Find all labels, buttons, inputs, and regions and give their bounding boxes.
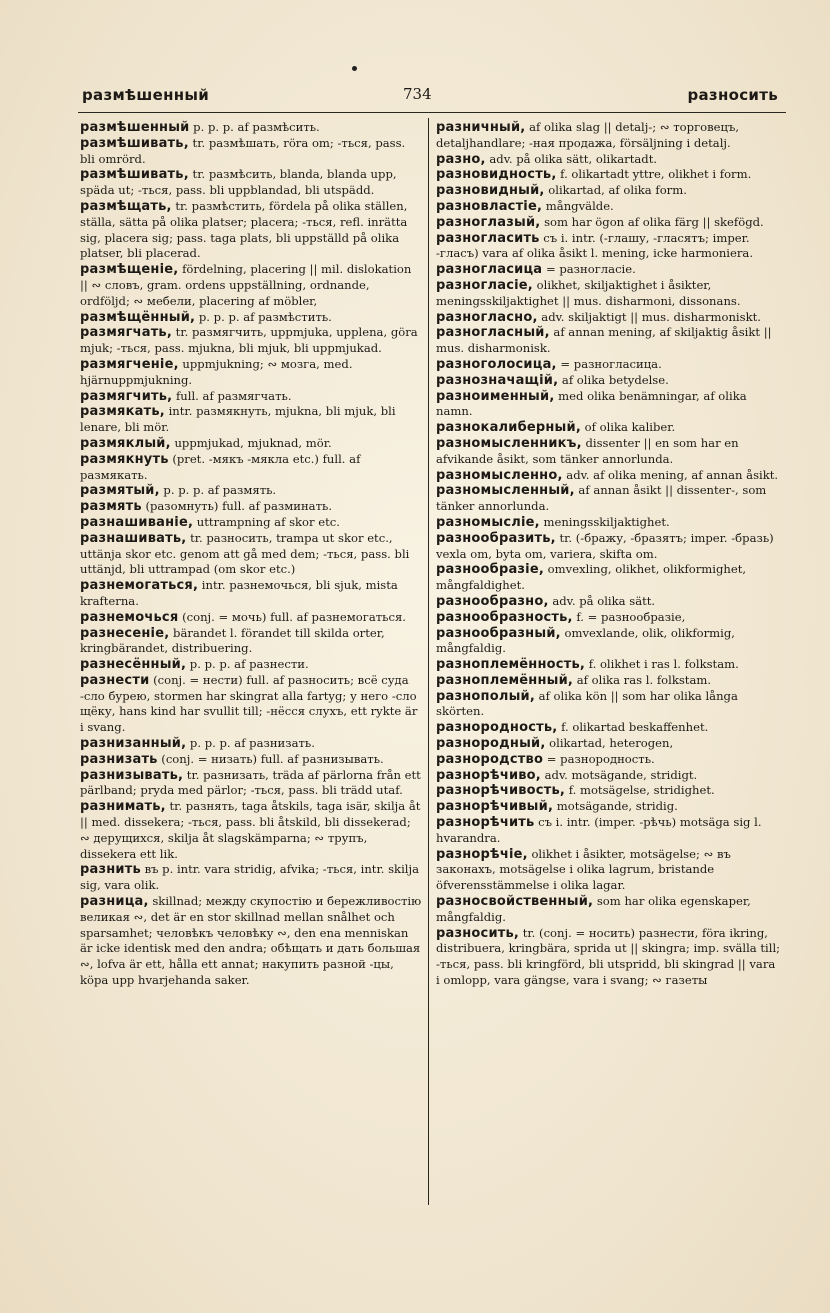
entry-definition: = разнородность. — [543, 751, 655, 766]
entry-definition: = разногласица. — [556, 356, 662, 371]
entry-headword: размѣщать, — [80, 198, 172, 214]
entry-definition: som har olika egenskaper, mångfaldig. — [436, 894, 751, 924]
entry-headword: разнорѣчивый, — [436, 799, 554, 815]
dictionary-entry — [436, 199, 782, 215]
entry-headword: разнесеніе, — [80, 625, 170, 641]
dictionary-entry — [436, 752, 782, 768]
entry-headword: разнорѣчиво, — [436, 767, 541, 783]
entry-definition: p. p. p. af размѣсить. — [189, 120, 320, 134]
entry-definition: bärandet l. förandet till skilda orter, kringbärandet, distribuering. — [80, 625, 385, 656]
entry-definition: af annan mening, af skiljaktig åsikt || mus. disharmonisk. — [436, 325, 772, 356]
dictionary-entry — [436, 610, 782, 626]
entry-definition: intr. размякнуть, mjukna, bli mjuk, bli lenare, bli mör. — [80, 404, 396, 435]
dictionary-entry — [436, 799, 782, 815]
dictionary-entry — [436, 531, 782, 563]
entry-headword: разногласить — [436, 230, 540, 246]
entry-definition: af olika ras l. folkstam. — [573, 672, 712, 687]
entry-definition: съ i. intr. (imper. -рѣчь) motsäga sig l. hvarandra. — [436, 815, 762, 845]
dictionary-entry — [80, 673, 422, 736]
entry-definition: p. p. p. af размѣстить. — [195, 309, 332, 324]
entry-definition: med olika benämningar, af olika namn. — [436, 388, 747, 419]
dictionary-entry — [436, 231, 782, 263]
entry-headword: разничный, — [436, 120, 526, 135]
entry-headword: разномысленно, — [436, 467, 563, 483]
dictionary-entry — [436, 562, 782, 594]
dictionary-entry — [80, 199, 422, 262]
entry-headword: разновластіе, — [436, 198, 543, 214]
dictionary-entry — [436, 436, 782, 468]
entry-headword: размѣшенный — [80, 120, 190, 135]
entry-definition: motsägande, stridig. — [553, 799, 678, 814]
dictionary-entry — [80, 136, 422, 168]
entry-definition: p. p. p. af разнизать. — [186, 736, 315, 751]
entry-headword: размѣщеніе, — [80, 262, 179, 278]
entry-headword: разногласный, — [436, 325, 550, 341]
dictionary-entry — [80, 120, 422, 136]
dictionary-entry — [80, 657, 422, 673]
dictionary-entry — [436, 483, 782, 515]
entry-definition: of olika kaliber. — [580, 420, 676, 435]
dictionary-entry — [436, 262, 782, 278]
dictionary-entry — [436, 468, 782, 484]
dictionary-entry — [436, 815, 782, 847]
entry-headword: разнить — [80, 862, 141, 878]
entry-definition: tr. разносить, trampa ut skor etc., uttänja skor etc. genom att gå med dem; -ться, pass. bli uttänjd, bli uttrampad (om skor etc.) — [80, 530, 410, 577]
entry-definition: uttrampning af skor etc. — [193, 514, 340, 529]
entry-definition: f. olikartadt yttre, olikhet i form. — [556, 167, 752, 182]
dictionary-entry — [80, 862, 422, 894]
header-rule — [78, 112, 786, 113]
dictionary-entry — [436, 894, 782, 926]
dictionary-entry — [80, 515, 422, 531]
dictionary-entry — [436, 325, 782, 357]
dictionary-entry — [436, 847, 782, 894]
entry-headword: разноголосица, — [436, 356, 557, 372]
dictionary-entry — [80, 610, 422, 626]
entry-definition: (conj. = низать) full. af разнизывать. — [157, 751, 384, 766]
dictionary-entry — [436, 215, 782, 231]
dictionary-entry — [80, 799, 422, 862]
entry-definition: tr. размѣстить, fördela på olika ställen, ställa, sätta på olika platser; placera; -ться, refl. inrätta sig, placera sig; pass. taga plats, bli uppställd på olika platser, bli placerad. — [80, 198, 408, 261]
entry-definition: adv. motsägande, stridigt. — [540, 767, 698, 782]
entry-definition: (разомнуть) full. af разминать. — [141, 499, 332, 514]
entry-headword: разномысленникъ, — [436, 435, 582, 451]
entry-headword: размѣшивать, — [80, 167, 189, 183]
entry-definition: som har ögon af olika färg || skefögd. — [540, 214, 764, 229]
dictionary-entry — [80, 389, 422, 405]
entry-definition: af olika kön || som har olika långa skörten. — [436, 688, 738, 719]
entry-headword: разнизанный, — [80, 736, 187, 752]
dictionary-entry — [80, 894, 422, 989]
entry-headword: разнокалиберный, — [436, 420, 581, 436]
entry-headword: размякать, — [80, 404, 165, 420]
dictionary-entry — [436, 673, 782, 689]
entry-definition: adv. af olika mening, af annan åsikt. — [562, 467, 779, 482]
dictionary-entry — [436, 420, 782, 436]
dictionary-entry — [436, 183, 782, 199]
entry-definition: af olika slag || detalj-; ∾ торговецъ, detaljhandlare; -ная продажа, försäljning i detalj. — [436, 120, 740, 150]
dictionary-entry — [80, 262, 422, 309]
entry-headword: размяклый, — [80, 435, 171, 451]
dictionary-entry — [436, 120, 782, 152]
entry-definition: въ p. intr. vara stridig, afvika; -ться, intr. skilja sig, vara olik. — [80, 862, 419, 893]
entry-headword: разнесённый, — [80, 657, 187, 673]
entry-headword: разносить, — [436, 925, 520, 941]
dictionary-entry — [80, 752, 422, 768]
entry-definition: full. af размягчать. — [172, 388, 292, 403]
entry-headword: разнемочься — [80, 609, 179, 625]
dictionary-entry — [436, 310, 782, 326]
entry-headword: разница, — [80, 894, 149, 910]
entry-headword: размякнуть — [80, 451, 169, 467]
entry-headword: разнородный, — [436, 736, 546, 752]
entry-definition: (conj. = мочь) full. af разнемогаться. — [178, 609, 406, 624]
entry-definition: fördelning, placering || mil. dislokation || ∾ словъ, gram. ordens uppställning, ordnande, ordföljd; ∾ мебели, placering af möbler, — [80, 262, 412, 308]
entry-headword: разнемогаться, — [80, 578, 199, 594]
column-divider — [428, 118, 429, 1205]
left-column — [80, 120, 422, 989]
entry-definition: uppmjukning; ∾ мозга, med. hjärnuppmjukning. — [80, 356, 353, 387]
entry-headword: разносвойственный, — [436, 894, 594, 910]
entry-definition: adv. på olika sätt, olikartadt. — [485, 151, 658, 166]
entry-headword: разно, — [436, 151, 486, 167]
dictionary-entry — [436, 736, 782, 752]
dictionary-entry — [436, 768, 782, 784]
entry-headword: разнообразный, — [436, 625, 561, 641]
entry-headword: разнозначащій, — [436, 372, 559, 388]
entry-headword: разнорѣчивость, — [436, 783, 566, 799]
entry-headword: разнимать, — [80, 799, 166, 815]
dictionary-entry — [80, 436, 422, 452]
entry-definition: af olika betydelse. — [558, 372, 669, 387]
entry-headword: разновидный, — [436, 183, 545, 199]
header-right-guideword: разносить — [687, 86, 778, 104]
entry-definition: f. motsägelse, stridighet. — [565, 783, 715, 798]
entry-headword: разноплемённость, — [436, 657, 586, 673]
entry-headword: размягчать, — [80, 325, 172, 341]
top-dot-mark — [352, 66, 357, 71]
dictionary-entry — [80, 167, 422, 199]
dictionary-entry — [80, 325, 422, 357]
dictionary-entry — [436, 626, 782, 658]
page-number: 734 — [403, 85, 432, 103]
entry-definition: tr. размѣшать, röra om; -ться, pass. bli omrörd. — [80, 135, 406, 166]
entry-definition: p. p. p. af размять. — [159, 483, 277, 498]
entry-headword: разнополый, — [436, 688, 535, 704]
entry-headword: разнести — [80, 672, 150, 688]
entry-headword: разнородность, — [436, 720, 558, 736]
entry-headword: разнашивать, — [80, 530, 187, 546]
entry-headword: разногласно, — [436, 309, 538, 325]
entry-headword: разнорѣчіе, — [436, 846, 528, 862]
entry-headword: разнообразно, — [436, 593, 549, 609]
entry-headword: разногласица — [436, 262, 543, 278]
right-column — [436, 120, 782, 989]
entry-definition: adv. skiljaktigt || mus. disharmoniskt. — [537, 309, 761, 324]
dictionary-entry — [436, 783, 782, 799]
entry-headword: разнообразность, — [436, 609, 573, 625]
entry-headword: разномысленный, — [436, 483, 575, 499]
entry-definition: f. olikhet i ras l. folkstam. — [585, 657, 739, 672]
entry-definition: adv. på olika sätt. — [548, 593, 656, 608]
entry-headword: разнообразіе, — [436, 562, 544, 578]
dictionary-entry — [436, 357, 782, 373]
entry-definition: съ i. intr. (-глашу, -гласятъ; imper. -гласъ) vara af olika åsikt l. mening, icke harmoniera. — [436, 230, 754, 261]
entry-headword: размягченіе, — [80, 356, 179, 372]
dictionary-entry — [436, 278, 782, 310]
entry-headword: разнизать — [80, 751, 158, 767]
dictionary-entry — [80, 578, 422, 610]
entry-definition: olikartad, heterogen, — [545, 736, 674, 751]
entry-headword: разноплемённый, — [436, 672, 574, 688]
dictionary-entry — [80, 626, 422, 658]
entry-definition: meningsskiljaktighet. — [539, 514, 670, 529]
entry-definition: omvexlande, olik, olikformig, mångfaldig. — [436, 625, 735, 656]
entry-definition: mångvälde. — [542, 198, 614, 213]
entry-headword: разномысліе, — [436, 514, 540, 530]
entry-headword: размягчить, — [80, 388, 173, 404]
entry-definition: tr. разнять, taga åtskils, taga isär, skilja åt || med. dissekera; -ться, pass. bli åtskild, bli dissekerad; ∾ дерущихся, skilja åt slagskämparna; ∾ трупъ, dissekera ett lik. — [80, 799, 421, 861]
dictionary-entry — [80, 736, 422, 752]
entry-headword: разнашиваніе, — [80, 514, 194, 530]
dictionary-entry — [80, 452, 422, 484]
entry-headword: разнизывать, — [80, 767, 184, 783]
entry-definition: f. olikartad beskaffenhet. — [557, 720, 709, 735]
entry-definition: uppmjukad, mjuknad, mör. — [170, 435, 332, 450]
dictionary-entry — [80, 768, 422, 800]
entry-headword: разнорѣчить — [436, 815, 535, 831]
entry-definition: omvexling, olikhet, olikformighet, mångfaldighet. — [436, 562, 747, 593]
entry-headword: разногласіе, — [436, 277, 533, 293]
entry-definition: skillnad; между скупостію и бережливостію великая ∾, det är en stor skillnad mellan snålhet och sparsamhet; человѣкъ человѣку ∾, den ena menniskan är icke identisk med den andra; обѣщать и дать большая ∾, lofva är ett, hålla ett annat; накупить разной -цы, köpa upp hvarjehanda saker. — [80, 894, 422, 988]
entry-headword: разноглазый, — [436, 214, 541, 230]
dictionary-entry — [80, 483, 422, 499]
entry-definition: (conj. = нести) full. af разносить; всё суда -сло бурею, stormen har skingrat alla fartyg; у него -сло щёку, hans kind har svullit till; -нёсся слухъ, ett rykte är i svang. — [80, 672, 418, 735]
entry-definition: tr. разнизать, träda af pärlorna från ett pärlband; pryda med pärlor; -ться, pass. bli trädd utaf. — [80, 767, 421, 798]
dictionary-entry — [80, 357, 422, 389]
entry-headword: разноименный, — [436, 388, 555, 404]
entry-headword: размѣщённый, — [80, 309, 196, 325]
entry-definition: tr. (conj. = носить) разнести, föra ikring, distribuera, kringbära, sprida ut || skingra; imp. svälla till; -ться, pass. bli kringförd, bli utspridd, bli skingrad || vara i omlopp, vara gängse, vara i svang; ∾ газеты — [436, 925, 781, 988]
entry-definition: (pret. -мякъ -мякла etc.) full. af размякать. — [80, 451, 361, 482]
entry-definition: intr. разнемочься, bli sjuk, mista krafterna. — [80, 578, 398, 608]
dictionary-entry — [436, 515, 782, 531]
header-left-guideword: размѣшенный — [82, 86, 210, 104]
dictionary-entry — [436, 657, 782, 673]
dictionary-entry — [80, 499, 422, 515]
entry-headword: разновидность, — [436, 167, 557, 183]
dictionary-entry — [80, 531, 422, 578]
entry-definition: tr. размѣсить, blanda, blanda upp, späda ut; -ться, pass. bli uppblandad, bli utspädd. — [80, 167, 397, 198]
entry-definition: f. = разнообразіе, — [572, 609, 686, 624]
dictionary-entry — [436, 152, 782, 168]
entry-headword: разнообразить, — [436, 530, 556, 546]
entry-definition: af annan åsikt || dissenter-, som tänker annorlunda. — [436, 483, 767, 514]
dictionary-entry — [436, 373, 782, 389]
dictionary-entry — [80, 404, 422, 436]
dictionary-entry — [436, 689, 782, 721]
entry-definition: olikhet, skiljaktighet i åsikter, meningsskiljaktighet || mus. disharmoni, dissonans. — [436, 277, 741, 308]
dictionary-entry — [436, 720, 782, 736]
entry-definition: tr. размягчить, uppmjuka, upplena, göra mjuk; -ться, pass. mjukna, bli mjuk, bli uppmjukad. — [80, 325, 418, 356]
entry-definition: tr. (-бражу, -бразятъ; imper. -бразь) vexla om, byta om, variera, skifta om. — [436, 530, 774, 561]
dictionary-entry — [436, 167, 782, 183]
entry-definition: p. p. p. af разнести. — [186, 657, 309, 672]
dictionary-entry — [436, 594, 782, 610]
entry-definition: olikhet i åsikter, motsägelse; ∾ въ законахъ, motsägelse i olika lagrum, bristande öfverensstämmelse i olika lagar. — [436, 846, 731, 893]
dictionary-entry — [80, 310, 422, 326]
entry-headword: размять — [80, 499, 142, 515]
entry-headword: разнородство — [436, 751, 544, 767]
entry-definition: dissenter || en som har en afvikande åsikt, som tänker annorlunda. — [436, 435, 739, 466]
entry-definition: = разногласіе. — [542, 262, 636, 277]
entry-headword: размятый, — [80, 483, 160, 499]
entry-definition: olikartad, af olika form. — [544, 183, 687, 198]
dictionary-entry — [436, 926, 782, 989]
entry-headword: размѣшивать, — [80, 135, 189, 151]
dictionary-entry — [436, 389, 782, 421]
